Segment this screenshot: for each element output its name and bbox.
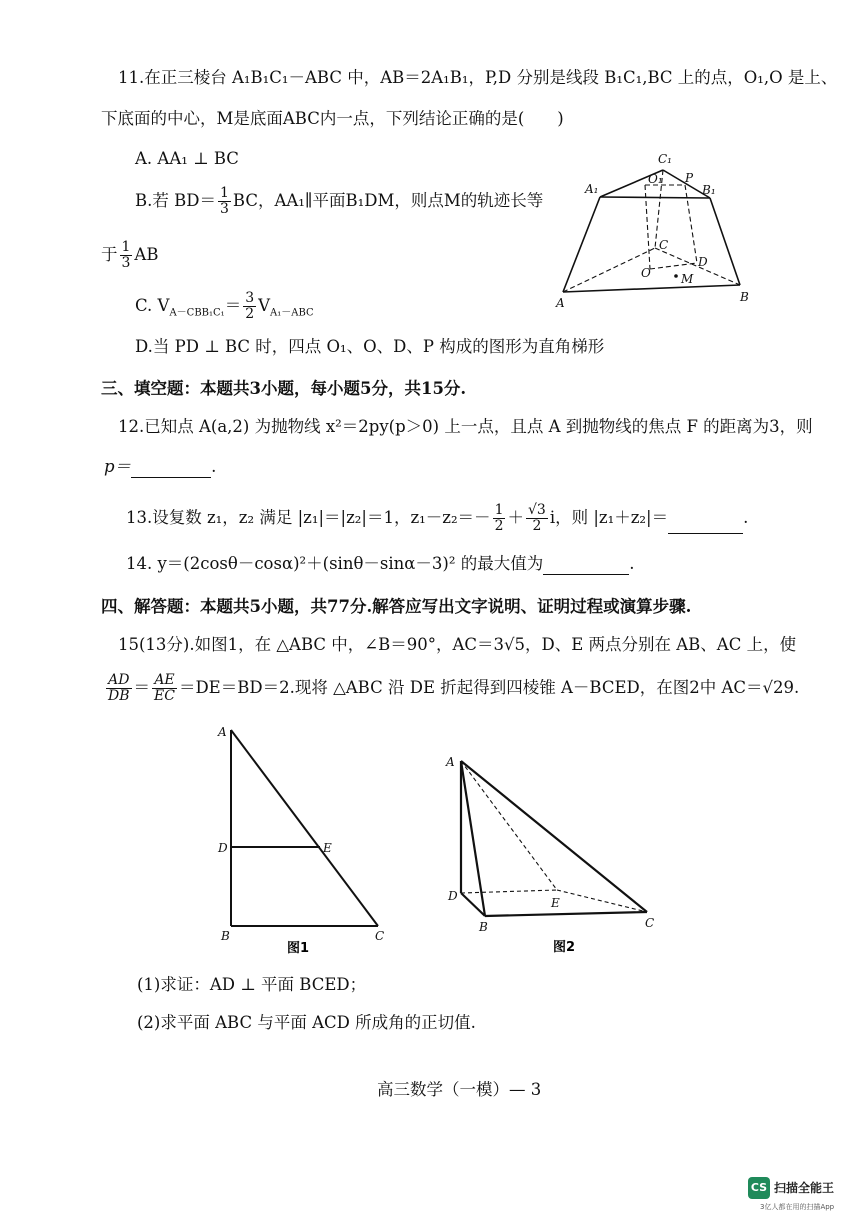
q11-option-b-fraction xyxy=(218,186,231,217)
scanner-tagline: 3亿人都在用的扫描App xyxy=(760,1203,835,1211)
fig1-caption: 图1 xyxy=(287,941,310,956)
label-o1: O₁ xyxy=(648,172,663,186)
q12-end: . xyxy=(211,457,217,476)
q13-mid: ＋ xyxy=(507,508,524,527)
q11-stem-line1: 11.在正三棱台 A₁B₁C₁－ABC 中，AB＝2A₁B₁，P,D 分别是线段 B₁C₁,BC 上的点，O₁,O 是上、 xyxy=(118,68,838,87)
q15-eq1: ＝ xyxy=(133,678,151,697)
fig2-label-a: A xyxy=(446,755,455,769)
camscanner-logo-icon: CS xyxy=(748,1177,770,1199)
q15-f2-den: EC xyxy=(154,688,175,704)
q11-option-c-sub2: A₁－ABC xyxy=(270,307,314,319)
q11-option-b-cont xyxy=(101,240,158,271)
label-m: M xyxy=(681,272,694,286)
q11-option-c-v: V xyxy=(258,296,271,315)
q11-option-b2-fraction xyxy=(120,240,133,271)
label-a: A xyxy=(556,296,565,310)
q12-line2 xyxy=(104,456,216,478)
q15-f1-num: AD xyxy=(106,673,132,689)
q12-line1: 12.已知点 A(a,2) 为抛物线 x²＝2py(p＞0) 上一点，且点 A 到抛物线的焦点 F 的距离为3，则 xyxy=(118,417,813,436)
page-footer: 高三数学（一模）— 3 xyxy=(377,1080,542,1099)
q11-option-a: A. AA₁ ⊥ BC xyxy=(135,149,239,168)
section-3-heading: 三、填空题：本题共3小题，每小题5分，共15分. xyxy=(101,379,467,398)
scanner-name: 扫描全能王 xyxy=(774,1181,835,1195)
q15-f1-den: DB xyxy=(108,688,130,704)
q11-option-b2-post: AB xyxy=(134,245,159,264)
q11-option-b2-num: 1 xyxy=(121,239,131,255)
q13-end: . xyxy=(743,508,749,527)
label-p: P xyxy=(685,171,694,185)
point-m-dot xyxy=(674,274,678,278)
q11-option-c-den: 2 xyxy=(245,306,255,322)
q11-option-c-sub1: A－CBB₁C₁ xyxy=(169,307,225,319)
q15-line2 xyxy=(104,673,799,704)
q14-pre: 14. y＝(2cosθ－cosα)²＋(sinθ－sinα－3)² 的最大值为 xyxy=(126,554,544,573)
q11-option-b-num: 1 xyxy=(219,185,229,201)
q11-option-d: D.当 PD ⊥ BC 时，四点 O₁、O、D、P 构成的图形为直角梯形 xyxy=(135,337,605,356)
q12-answer-blank xyxy=(131,461,211,478)
q12-answer-label: p＝ xyxy=(104,457,132,476)
q11-option-b2-den: 3 xyxy=(121,255,131,271)
q11-option-b-pre: B.若 BD＝ xyxy=(135,191,216,210)
q11-option-b2-pre: 于 xyxy=(101,245,118,264)
fig2-label-c: C xyxy=(645,916,655,930)
q13-pre: 13.设复数 z₁，z₂ 满足 |z₁|＝|z₂|＝1，z₁－z₂＝－ xyxy=(126,508,491,527)
label-o: O xyxy=(641,266,651,280)
q14-answer-blank xyxy=(543,558,629,575)
fig2-label-d: D xyxy=(448,889,458,903)
q15-f2-num: AE xyxy=(152,673,177,689)
q15-fraction-1 xyxy=(106,673,132,704)
fig1-label-c: C xyxy=(375,929,385,943)
label-d: D xyxy=(698,255,708,269)
q13-f1-num: 1 xyxy=(494,502,504,518)
label-a1: A₁ xyxy=(585,182,599,196)
fig1-label-d: D xyxy=(218,841,228,855)
q15-fraction-2 xyxy=(152,673,177,704)
q13-fraction-1 xyxy=(493,503,506,534)
fig2-caption: 图2 xyxy=(553,940,576,955)
figure-1 xyxy=(210,718,400,958)
q11-option-b-post: BC，AA₁∥平面B₁DM，则点M的轨迹长等 xyxy=(232,191,544,210)
q11-option-b xyxy=(135,186,543,217)
q11-stem-line2: 下底面的中心，M是底面ABC内一点，下列结论正确的是( ) xyxy=(101,109,564,128)
fig2-label-e: E xyxy=(551,896,560,910)
label-b1: B₁ xyxy=(702,183,716,197)
q13-answer-blank xyxy=(668,517,743,534)
q11-option-c-pre: C. V xyxy=(135,296,170,315)
q15-part1: (1)求证：AD ⊥ 平面 BCED； xyxy=(137,975,367,994)
q11-option-c-eq: ＝ xyxy=(224,296,242,315)
q13-fraction-2 xyxy=(526,503,548,534)
q13-line xyxy=(126,503,748,534)
q13-f1-den: 2 xyxy=(494,518,504,534)
q13-f2-den: 2 xyxy=(532,518,542,534)
q14-line xyxy=(126,553,634,575)
section-4-heading: 四、解答题：本题共5小题，共77分.解答应写出文字说明、证明过程或演算步骤. xyxy=(101,597,692,616)
fig1-label-e: E xyxy=(323,841,332,855)
frustum-figure xyxy=(550,145,780,310)
q11-option-c xyxy=(135,291,314,324)
q11-option-c-fraction xyxy=(243,291,256,322)
q11-option-c-num: 3 xyxy=(245,290,255,306)
figure-2 xyxy=(440,748,670,958)
label-c1: C₁ xyxy=(658,152,672,166)
q15-part2: (2)求平面 ABC 与平面 ACD 所成角的正切值. xyxy=(137,1013,476,1032)
fig1-label-a: A xyxy=(218,725,227,739)
q14-end: . xyxy=(629,554,635,573)
fig2-label-b: B xyxy=(479,920,488,934)
label-b: B xyxy=(740,290,749,304)
fig1-label-b: B xyxy=(221,929,230,943)
q11-option-b-den: 3 xyxy=(219,201,229,217)
label-c: C xyxy=(659,238,669,252)
q15-line2-post: ＝DE＝BD＝2.现将 △ABC 沿 DE 折起得到四棱锥 A－BCED，在图2中 AC＝√29. xyxy=(178,678,800,697)
q13-f2-num: √3 xyxy=(527,502,546,518)
q15-line1: 15(13分).如图1，在 △ABC 中，∠B＝90°，AC＝3√5，D、E 两点分别在 AB、AC 上，使 xyxy=(118,635,797,654)
q13-post: i，则 |z₁＋z₂|＝ xyxy=(549,508,669,527)
